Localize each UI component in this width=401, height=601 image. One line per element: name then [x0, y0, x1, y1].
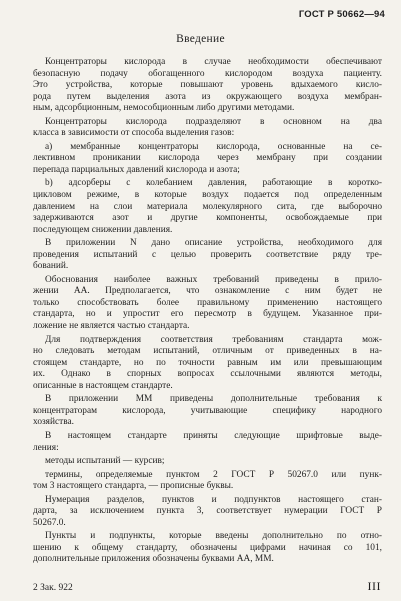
text-line: Нумерация разделов, пунктов и подпунктов настоящего стан-	[45, 494, 382, 505]
text-line: дарта, за исключением пункта 3, соответствует нумерации ГОСТ Р	[33, 506, 382, 517]
text-line: хозяйства.	[33, 417, 74, 428]
text-line: том 3 настоящего стандарта, — прописные буквы.	[33, 481, 234, 492]
print-order-note: 2 Зак. 922	[33, 583, 73, 593]
text-line: проведения испытаний с целью проверить соответствие ряду тре-	[33, 249, 382, 260]
text-line: стоящем стандарте, но по точности равным им или превышающим	[33, 357, 382, 368]
text-line: ложение не является частью стандарта.	[33, 321, 190, 332]
text-line: В приложении N дано описание устройства, необходимого для	[45, 238, 382, 249]
text-line: ным, адсорбционным, немособционным либо другими методами.	[33, 103, 295, 114]
text-line: последующем снижении давления.	[33, 224, 173, 235]
text-line: только способствовать более правильному применению настоящего	[33, 297, 382, 308]
text-line: перепада парциальных давлений кислорода и азота;	[33, 164, 240, 175]
paragraph	[33, 470, 382, 493]
paragraph	[33, 394, 382, 429]
paragraph	[33, 431, 382, 454]
text-line: безопасную подачу обогащенного кислородом воздуха пациенту.	[33, 68, 382, 79]
text-line: цикловом режиме, в которые воздух подается под определенным	[33, 190, 382, 201]
text-line: стандарта, но и упростит его пересмотр в будущем. Указанное при-	[33, 309, 382, 320]
text-line: шению к общему стандарту, обозначены цифрами начиная со 101,	[33, 542, 382, 553]
paragraph	[33, 142, 382, 177]
paragraph	[33, 117, 382, 140]
page-title: Введение	[176, 33, 225, 45]
text-line: Концентраторы кислорода в случае необходимости обеспечивают	[45, 57, 382, 67]
text-line: описанные в настоящем стандарте.	[33, 380, 173, 391]
paragraph	[33, 275, 382, 333]
text-line: их. Однако в спорных вопросах ссылочными являются методы,	[33, 369, 382, 380]
text-line: дополнительные приложения обозначены буквами АА, ММ.	[33, 554, 274, 565]
page-number: III	[367, 579, 381, 593]
paragraph	[33, 531, 382, 566]
paragraph	[33, 456, 382, 468]
text-line: но следовать методам испытаний, отличным от приведенных в на-	[33, 346, 382, 357]
text-line: В настоящем стандарте приняты следующие шрифтовые выде-	[45, 430, 382, 441]
standard-code: ГОСТ Р 50662—94	[298, 9, 385, 20]
text-line: ления:	[33, 442, 59, 453]
text-line: методы испытаний — курсив;	[45, 456, 165, 467]
text-line: бований.	[33, 261, 69, 272]
text-line: жении АА. Предполагается, что ознакомление с ним будет не	[33, 286, 382, 297]
text-line: а) мембранные концентраторы кислорода, основанные на се-	[45, 141, 382, 152]
paragraph	[33, 495, 382, 530]
paragraph	[33, 238, 382, 273]
text-line: 50267.0.	[33, 517, 66, 528]
paragraph	[33, 57, 382, 115]
text-line: Это устройства, которые повышают уровень вдыхаемого кисло-	[33, 80, 382, 91]
text-line: Концентраторы кислорода подразделяют в основном на два	[45, 116, 382, 127]
paragraph	[33, 335, 382, 393]
text-line: b) адсорберы с колебанием давления, работающие в коротко-	[45, 178, 382, 189]
text-line: Для подтверждения соответствия требованиям стандарта мож-	[45, 334, 382, 345]
text-line: рода путем выделения азота из окружающего воздуха мембран-	[33, 91, 382, 102]
text-line: давлением на слои материала молекулярного сита, где выборочно	[33, 201, 382, 212]
text-line: В приложении ММ приведены дополнительные требования к	[45, 394, 382, 405]
text-line: класса в зависимости от способа выделения газов:	[33, 128, 235, 139]
text-line: Пункты и подпункты, которые введены дополнительно по отно-	[45, 531, 382, 542]
text-line: концентраторам кислорода, учитывающие специфику народного	[33, 405, 382, 416]
text-line: Обоснования наиболее важных требований приведены в прило-	[45, 274, 382, 285]
paragraph	[33, 178, 382, 236]
text-line: лективном проникании кислорода через мембрану при создании	[33, 153, 382, 164]
introduction-text	[33, 57, 382, 568]
text-line: термины, определяемые пунктом 2 ГОСТ Р 50267.0 или пунк-	[45, 469, 382, 480]
text-line: задерживаются азот и другие компоненты, освобождаемые при	[33, 213, 382, 224]
